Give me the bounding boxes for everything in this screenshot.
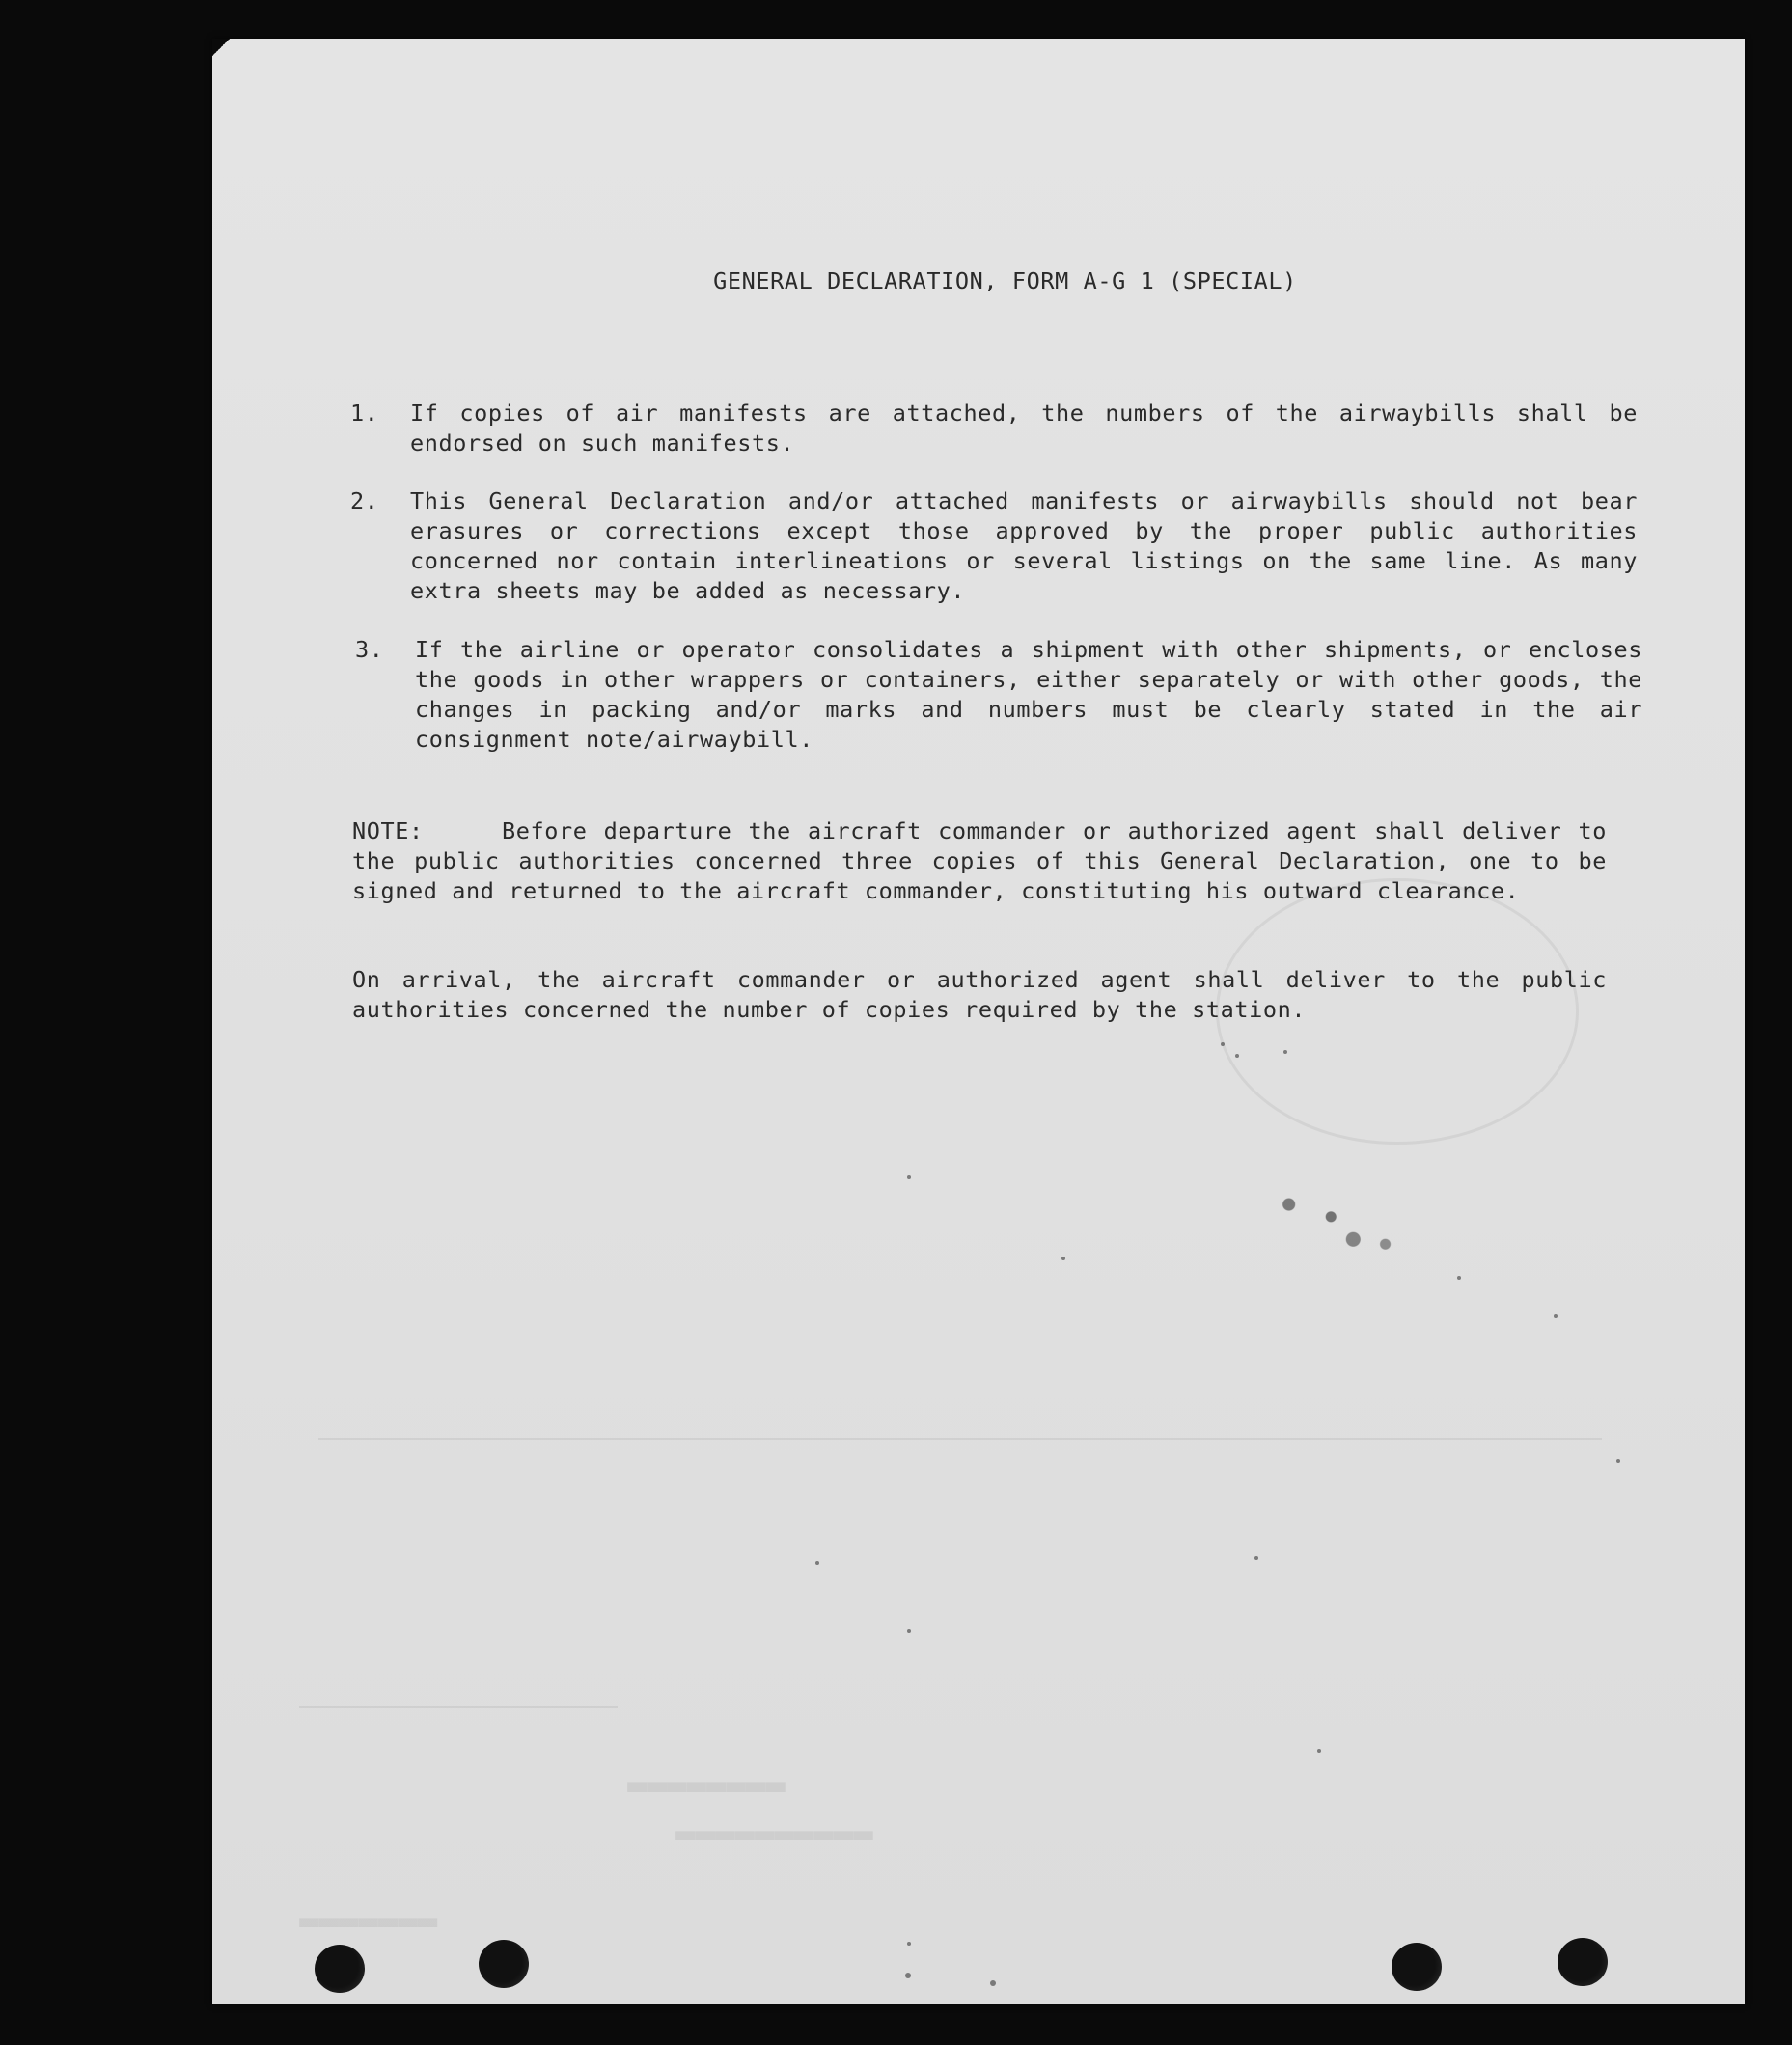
bleed-through-line [299, 1706, 618, 1708]
item-number: 2. [350, 487, 379, 514]
ink-speck [1061, 1257, 1065, 1260]
punch-hole [315, 1945, 365, 1993]
ink-speck [907, 1175, 911, 1179]
item-number: 1. [350, 400, 379, 427]
ink-speck [1221, 1042, 1225, 1046]
ink-speck [907, 1629, 911, 1633]
ink-speck [1317, 1749, 1321, 1753]
document-title: GENERAL DECLARATION, FORM A-G 1 (SPECIAL) [713, 267, 1297, 294]
numbered-item [350, 486, 1638, 612]
ink-speck [990, 1980, 996, 1986]
bleed-through-line [318, 1438, 1602, 1440]
ink-speck [905, 1973, 911, 1978]
ink-speck [1283, 1050, 1287, 1054]
note-label: NOTE: [352, 817, 424, 844]
bleed-through-mark: ▬▬▬▬▬▬▬▬▬▬ [675, 1814, 873, 1853]
item-text: If copies of air manifests are attached, the numbers of the airwaybills shall be endorsed on such manifests. [410, 400, 1638, 456]
ink-speck [815, 1561, 819, 1565]
bleed-through-mark: ▬▬▬▬▬▬▬▬ [627, 1766, 786, 1805]
paper-sheet [212, 39, 1745, 2004]
ink-speck [1616, 1459, 1620, 1463]
ink-speck [1235, 1054, 1239, 1058]
punch-hole [479, 1940, 529, 1988]
arrival-paragraph: On arrival, the aircraft commander or authorized agent shall deliver to the public authorities concerned the number of copies required by the station. [352, 966, 1607, 1023]
ink-speck [1254, 1556, 1258, 1560]
item-text: If the airline or operator consolidates a shipment with other shipments, or encloses the goods in other wrappers or containers, either separately or with other goods, the changes in packing and/or marks and numbers must be clearly stated in the air consignment note/airwaybill. [415, 636, 1642, 753]
item-text: This General Declaration and/or attached manifests or airwaybills should not bear erasures or corrections except those approved by the proper public authorities concerned nor contain interlineations or several listings on the same line. As many extra sheets may be added as necessary. [410, 487, 1638, 604]
note-text: Before departure the aircraft commander or authorized agent shall deliver to the public authorities concerned three copies of this General Declaration, one to be signed and returned to the aircraft commander, constituting his outward clearance. [352, 817, 1607, 904]
ink-speck [907, 1942, 911, 1946]
ink-speck [1554, 1314, 1558, 1318]
numbered-item [355, 635, 1642, 760]
item-number: 3. [355, 636, 384, 663]
ink-stamp-mark [1246, 1164, 1428, 1287]
ink-speck [1457, 1276, 1461, 1280]
note-paragraph [352, 816, 1607, 906]
punch-hole [1392, 1943, 1442, 1991]
punch-hole [1558, 1938, 1608, 1986]
bleed-through-mark: ▬▬▬▬▬▬▬ [299, 1901, 438, 1940]
numbered-item [350, 399, 1638, 466]
